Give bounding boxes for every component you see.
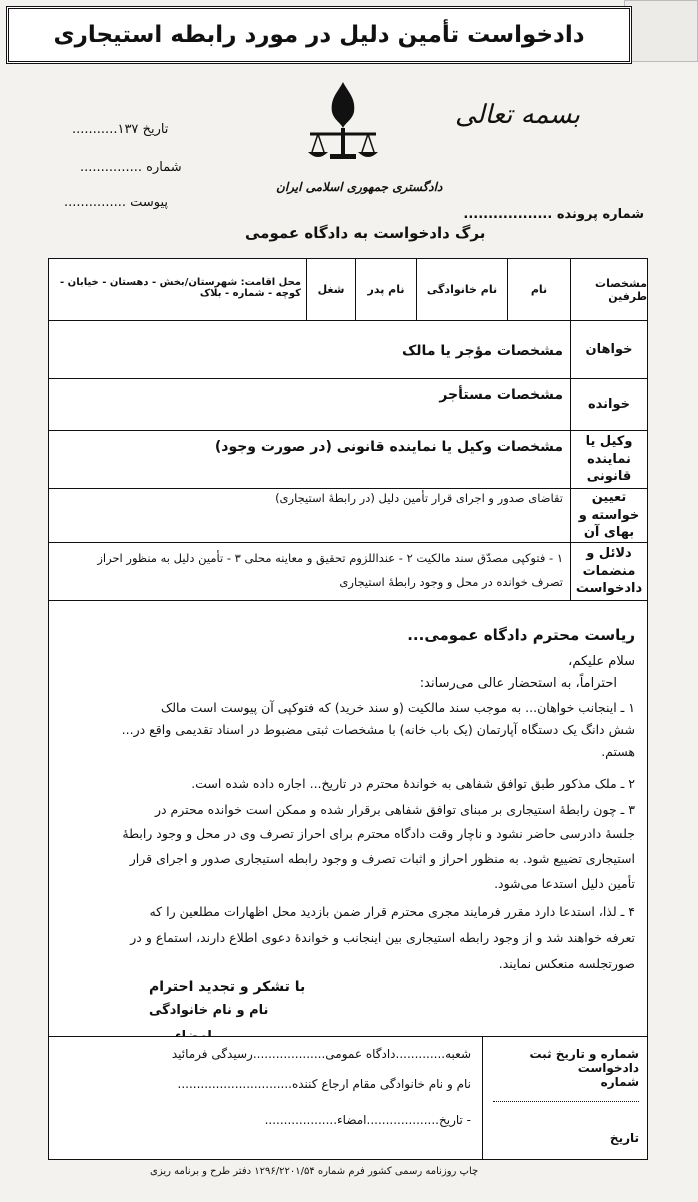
date-field (72, 122, 168, 137)
closing: با تشکر و تجدید احترام (149, 979, 306, 995)
row-label: وکیل یا نماینده قانونی (570, 431, 647, 488)
body-line: هستم. (601, 744, 635, 759)
body-line: تأمین دلیل استدعا می‌شود. (494, 876, 635, 891)
name-line: نام و نام خانوادگی (149, 1003, 269, 1018)
file-number-value: .................. (463, 207, 553, 222)
row-label: تعیین خواسته و بهای آن (570, 489, 647, 542)
adjacent-page-edge (624, 0, 698, 62)
col-header: شغل (306, 259, 355, 320)
basmala: بسمه تعالی (455, 100, 580, 130)
number-label: شماره (146, 160, 182, 175)
row-value: مشخصات مستأجر (439, 387, 563, 403)
branch-line: شعبه.............دادگاه عمومی...................رسیدگی فرمائید (171, 1047, 471, 1061)
body-line: ۱ ـ اینجانب خواهان... به موجب سند مالکیت (و سند خرید) که فتوکپی آن پیوست است مالک (161, 700, 635, 715)
body-line: ۲ ـ ملک مذکور طبق توافق شفاهی به خواندهٔ محترم در تاریخ... اجاره داده شده است. (191, 776, 635, 791)
body-line: جلسهٔ دادرسی حاضر نشود و ناچار وقت دادگاه محترم برای احراز تصرف وی در محل و وجود رابطهٔ (122, 826, 635, 841)
attachment-label: پیوست (130, 195, 169, 210)
row-value: تقاضای صدور و اجرای قرار تأمین دلیل (در رابطهٔ استیجاری) (275, 491, 563, 505)
petition-letter (48, 601, 648, 1036)
number-field (80, 160, 182, 175)
date-value: ۱۳۷........... (72, 122, 139, 137)
row-value: مشخصات مؤجر یا مالک (401, 343, 563, 359)
date-label: تاریخ (142, 122, 169, 137)
form-caption: برگ دادخواست به دادگاه عمومی (245, 224, 486, 242)
body-line: تعرفه خواهند شد و از وجود رابطه استیجاری بین اینجانب و خواندهٔ دعوی اطلاع دارند، استماع و در (130, 930, 635, 945)
number-value: ............... (80, 160, 142, 175)
row-value-line: ۱ - فتوکپی مصدّق سند مالکیت ۲ - عنداللزوم تحقیق و معاینه محلی ۳ - تأمین دلیل به منظور احراز (97, 551, 563, 565)
row-label: خواهان (570, 321, 647, 378)
registration-box (482, 1037, 647, 1159)
iran-emblem-icon (300, 78, 386, 176)
emblem-caption: دادگستری جمهوری اسلامی ایران (276, 180, 443, 194)
referrer-line: نام و نام خانوادگی مقام ارجاع کننده.............................. (177, 1077, 471, 1091)
attachment-field (64, 195, 168, 210)
salutation: ریاست محترم دادگاه عمومی... (407, 626, 635, 644)
attachment-value: ............... (64, 195, 126, 210)
row-label: دلائل و منضمات دادخواست (570, 543, 647, 600)
registration-number-line (493, 1101, 639, 1102)
body-line: ۳ ـ چون رابطهٔ استیجاری بر مبنای توافق شفاهی برقرار شده و ممکن است خوانده محترم در (154, 802, 635, 817)
row-label: خوانده (570, 379, 647, 430)
table-header-row (49, 259, 647, 321)
row-value-line: تصرف خوانده در محل و وجود رابطهٔ استیجاری (339, 575, 563, 589)
greeting: سلام علیکم، (568, 654, 635, 669)
registration-number-label: شماره (600, 1075, 639, 1089)
col-header: نام خانوادگی (416, 259, 507, 320)
file-number-label: شماره پرونده (556, 207, 644, 222)
table-row (49, 431, 647, 489)
body-line: ۴ ـ لذا، استدعا دارد مقرر فرمایند مجری محترم قرار ضمن بازدید محل اظهارات مطلعین را که (149, 904, 635, 919)
registration-date-label: تاریخ (609, 1131, 639, 1145)
row-value: مشخصات وکیل یا نماینده قانونی (در صورت وجود) (214, 439, 563, 455)
col-header: محل اقامت: شهرستان/بخش - دهستان - خیابان - کوچه - شماره - بلاک (60, 277, 301, 299)
body-line: صورتجلسه منعکس نمایند. (498, 956, 635, 971)
body-line: شش دانگ یک دستگاه آپارتمان (یک باب خانه) با مشخصات ثبتی مضبوط در اسناد تقدیمی واقع در... (121, 722, 635, 737)
col-header: نام (507, 259, 570, 320)
registration-section (48, 1036, 648, 1160)
file-number-field (463, 207, 644, 222)
form-footer: چاپ روزنامه رسمی کشور فرم شماره ۱۲۹۶/۲۲۰۱/۵۴ دفتر طرح و برنامه ریزی (150, 1166, 479, 1177)
table-row (49, 379, 647, 431)
col-header: نام پدر (355, 259, 416, 320)
table-row (49, 543, 647, 600)
table-row (49, 489, 647, 543)
parties-table (48, 258, 648, 601)
table-row (49, 321, 647, 379)
intro: احتراماً، به استحضار عالی می‌رساند: (419, 676, 617, 691)
registration-label: شماره و تاریخ ثبت دادخواست (529, 1047, 639, 1075)
col-header: مشخصات طرفین (570, 259, 647, 320)
date-sign-line: - تاریخ...................امضاء................... (264, 1113, 471, 1127)
body-line: استیجاری تضییع شود. به منظور احراز و اثبات تصرف و وجود رابطه استیجاری صدور و اجرای قرار (129, 851, 635, 866)
form-title: دادخواست تأمین دلیل در مورد رابطه استیجاری (6, 6, 632, 64)
